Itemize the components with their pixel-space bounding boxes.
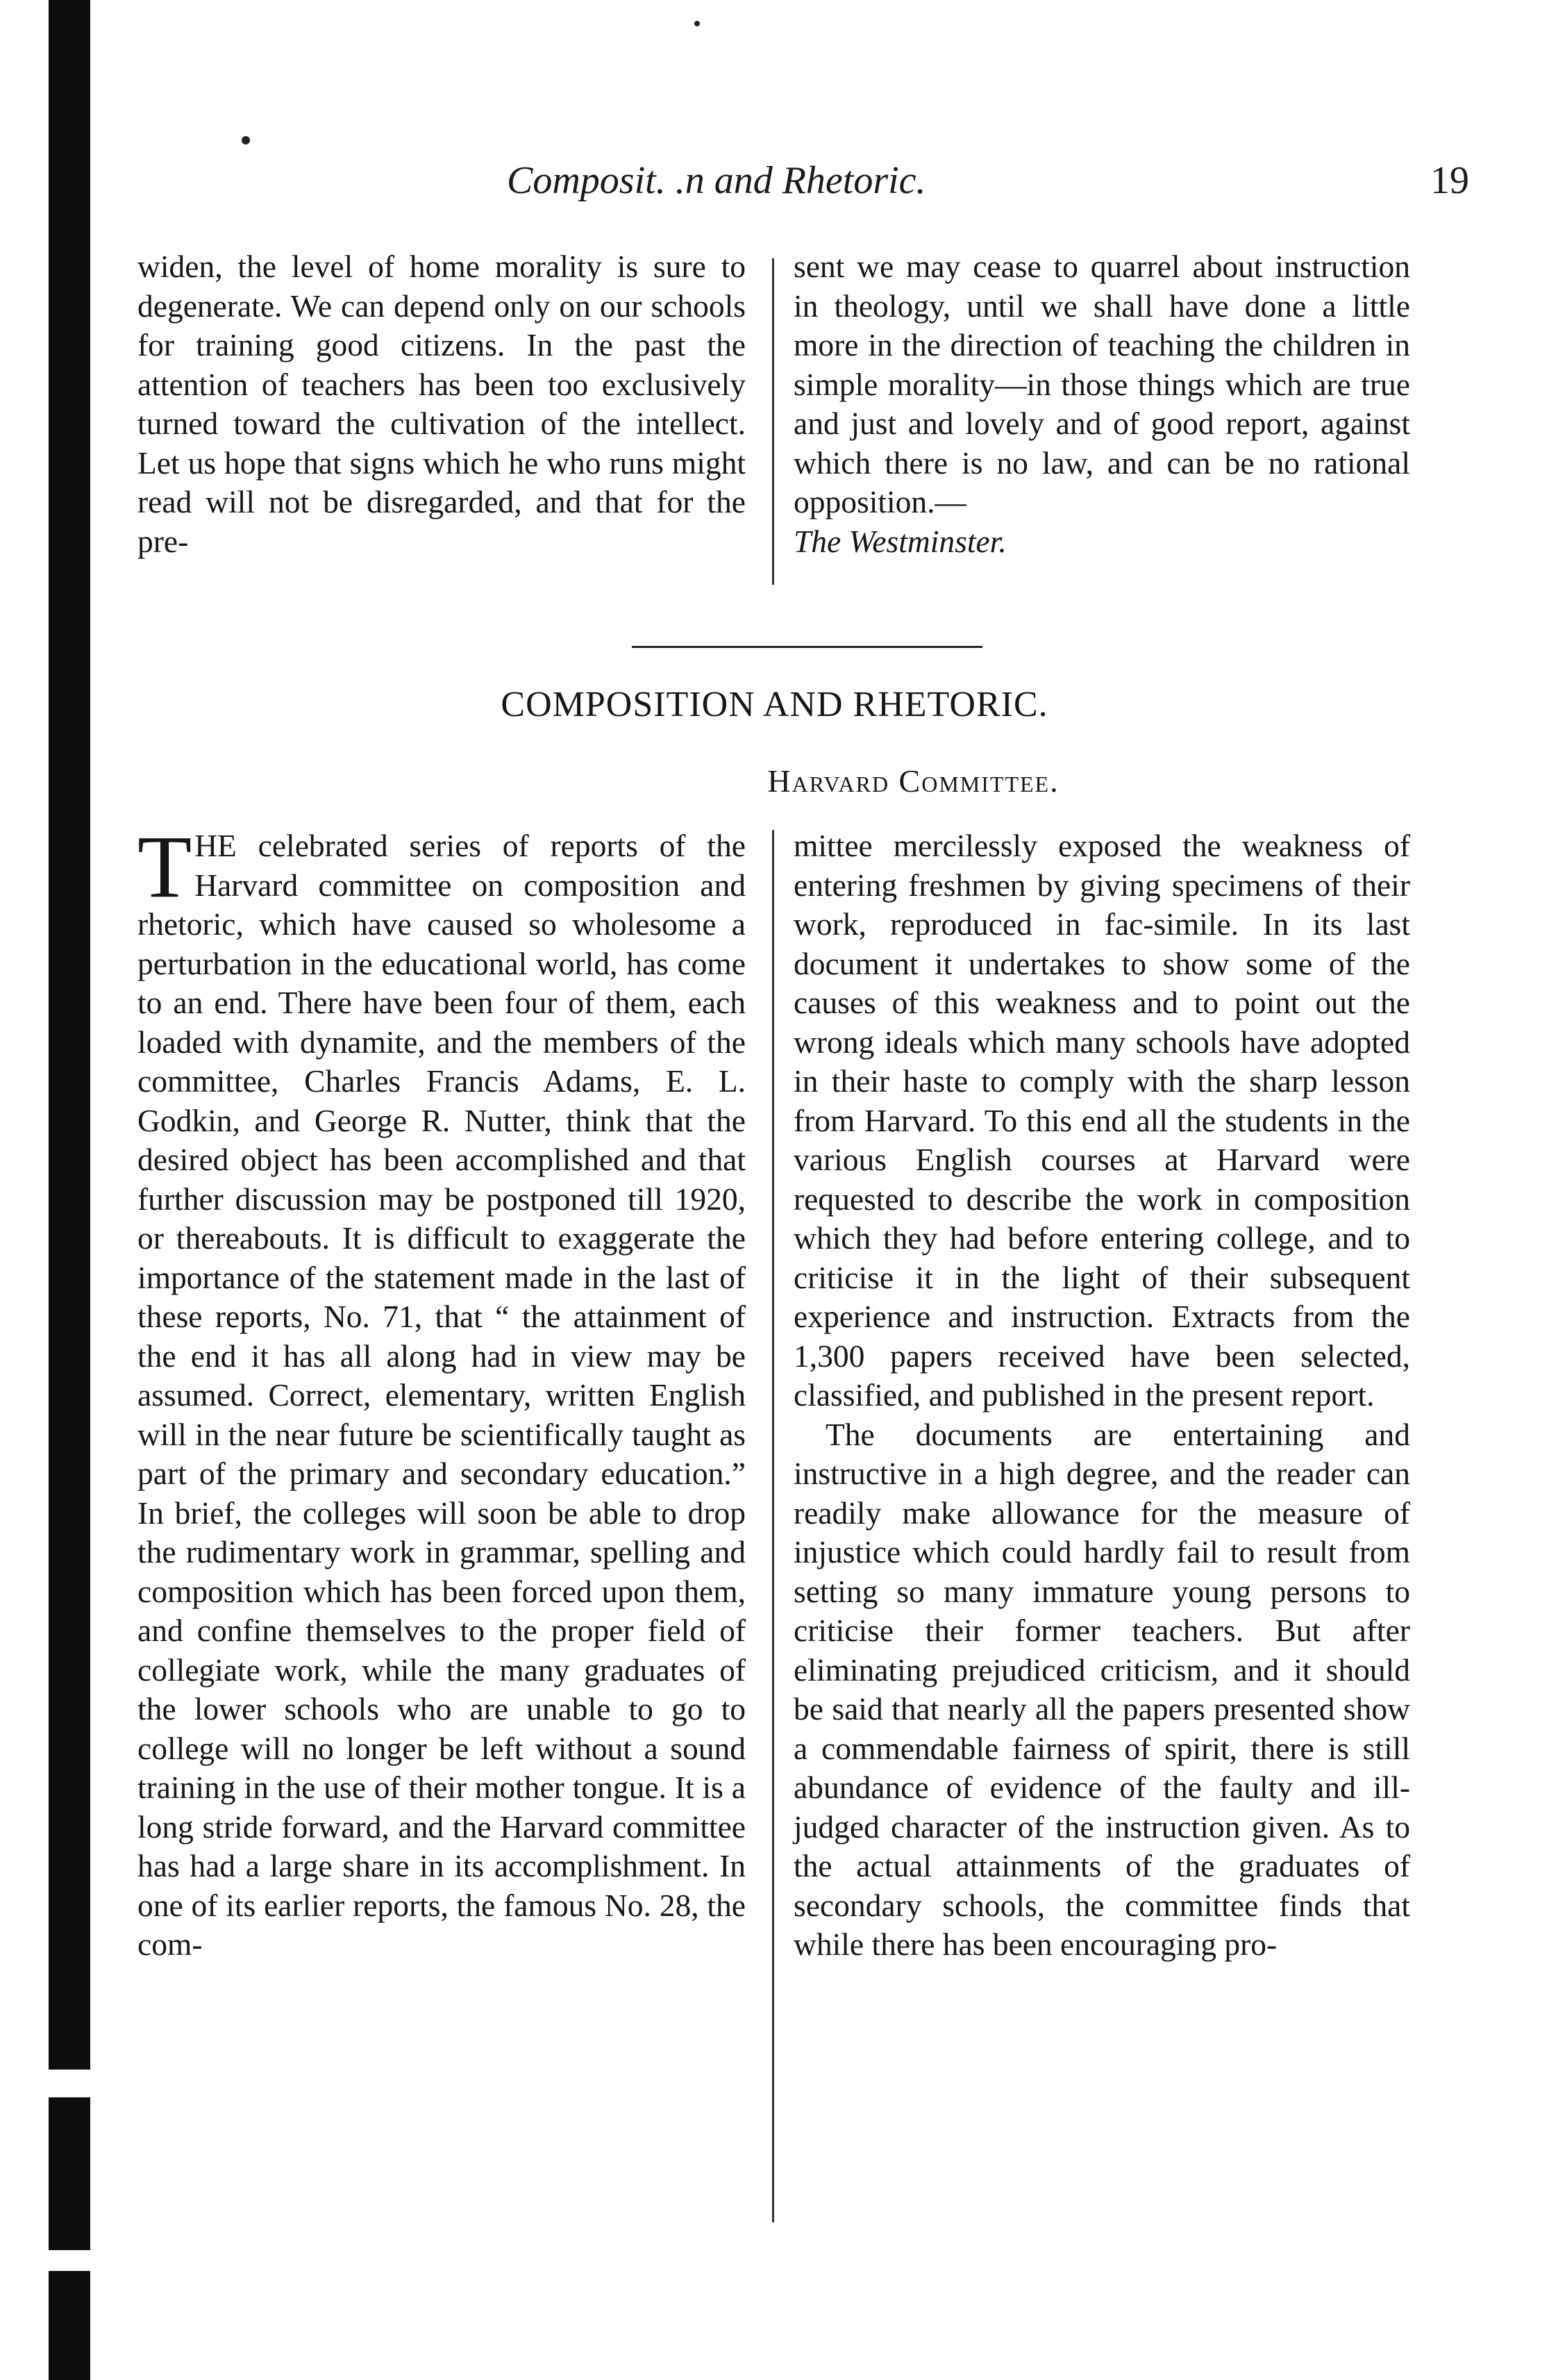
ink-speck	[694, 21, 700, 26]
article-subtitle: Harvard Committee.	[767, 763, 1060, 799]
top-left-column	[137, 247, 746, 561]
binding-gap	[49, 2250, 90, 2271]
binding-edge	[49, 0, 90, 2380]
top-right-paragraph	[794, 247, 1410, 561]
top-right-text: sent we may cease to quarrel about instruction in theology, until we shall have done a little more in the direction of teaching the children in simple morality—in those things which are true and just and lovely and of good report, against which there is no law, and can be no rational opposition.—	[794, 249, 1410, 519]
page-number: 19	[1430, 159, 1469, 202]
source-credit: The Westminster.	[794, 523, 1007, 559]
article-left-column	[137, 817, 746, 1965]
article-column-rule	[772, 830, 774, 2222]
top-left-paragraph: widen, the level of home morality is sure to degenerate. We can depend only on our schools for training good citizens. In the past the attention of teachers has been too exclusively turned toward the cultivation of the intellect. Let us hope that signs which he who runs might read will not be disregarded, and that for the pre-	[137, 249, 746, 559]
binding-gap	[49, 2070, 90, 2097]
top-right-column	[794, 247, 1410, 561]
article-title: COMPOSITION AND RHETORIC.	[501, 685, 1048, 724]
drop-cap: T	[137, 817, 192, 916]
article-right-column	[794, 826, 1410, 1965]
article-left-text: HE celebrated series of reports of the Harvard committee on composition and rhetoric, which have caused so wholesome a perturbation in the educational world, has come to an end. There have been four of them, each loaded with dynamite, and the members of the committee, Charles Francis Adams, E. L. Godkin, and George R. Nutter, think that the desired object has been accomplished and that further discussion may be postponed till 1920, or thereabouts. It is difficult to exaggerate the importance of the statement made in the last of these reports, No. 71, that “ the attainment of the end it has all along had in view may be assumed. Correct, elementary, written English will in the near future be scientifically taught as part of the primary and secondary education.” In brief, the colleges will soon be able to drop the rudimentary work in grammar, spelling and composition which has been forced upon them, and confine themselves to the proper field of collegiate work, while the many graduates of the lower schools who are unable to go to college will no longer be left without a sound training in the use of their mother tongue. It is a long stride forward, and the Harvard committee has had a large share in its accomplishment. In one of its earlier reports, the famous No. 28, the com-	[137, 828, 746, 1962]
top-column-rule	[772, 258, 774, 585]
article-right-paragraph-1: mittee mercilessly exposed the weakness of entering freshmen by giving specimens of their work, reproduced in fac-simile. In its last document it undertakes to show some of the causes of this weakness and to point out the wrong ideals which many schools have adopted in their haste to comply with the sharp lesson from Harvard. To this end all the students in the various English courses at Harvard were requested to describe the work in composition which they had before entering college, and to criticise it in the light of their subsequent experience and instruction. Extracts from the 1,300 papers received have been selected, classified, and published in the present report.	[794, 828, 1410, 1413]
running-header: Composit. .n and Rhetoric.	[507, 159, 926, 202]
ink-speck	[242, 136, 250, 144]
article-right-paragraph-2: The documents are entertaining and instructive in a high degree, and the reader can readily make allowance for the measure of injustice which could hardly fail to result from setting so many immature young persons to criticise their former teachers. But after eliminating prejudiced criticism, and it should be said that nearly all the papers presented show a commendable fairness of spirit, there is still abundance of evidence of the faulty and ill-judged character of the instruction given. As to the actual attainments of the graduates of secondary schools, the committee finds that while there has been encouraging pro-	[794, 1416, 1410, 1962]
section-divider	[632, 646, 982, 648]
article-left-paragraph	[137, 817, 746, 1965]
